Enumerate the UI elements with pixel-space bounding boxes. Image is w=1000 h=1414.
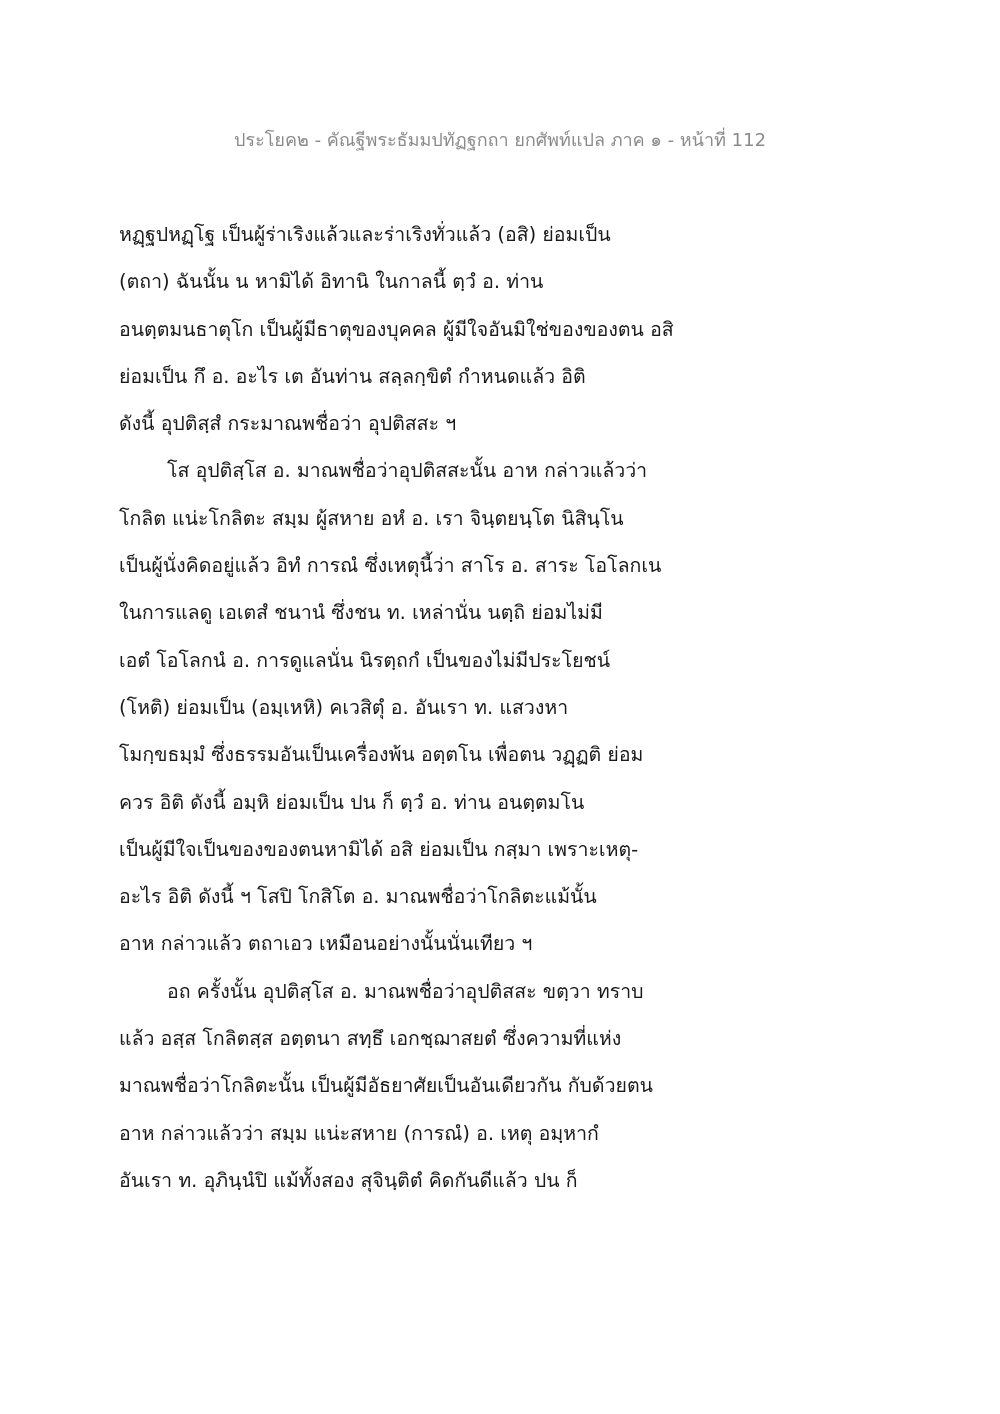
text-line: อาห กล่าวแล้วว่า สมฺม แน่ะสหาย (การณํ) อ. เหตุ อมฺหากํ — [119, 1121, 599, 1145]
text-line: (ตถา) ฉันนั้น น หามิได้ อิทานิ ในกาลนี้ ตฺวํ อ. ท่าน — [119, 270, 544, 294]
text-line: เป็นผู้นั่งคิดอยู่แล้ว อิทํ การณํ ซึ่งเหตุนี้ว่า สาโร อ. สาระ โอโลกเน — [119, 554, 662, 578]
page-body — [119, 211, 699, 1204]
text-line: ในการแลดู เอเตสํ ชนานํ ซึ่งชน ท. เหล่านั่น นตฺถิ ย่อมไม่มี — [119, 601, 603, 625]
text-line: (โหติ) ย่อมเป็น (อมฺเหหิ) คเวสิตุํ อ. อันเรา ท. แสวงหา — [119, 695, 569, 719]
text-line: อนตฺตมนธาตุโก เป็นผู้มีธาตุของบุคคล ผู้มีใจอันมิใช่ของของตน อสิ — [119, 317, 674, 341]
text-line: อะไร อิติ ดังนี้ ฯ โสปิ โกสิโต อ. มาณพชื่อว่าโกลิตะแม้นั้น — [119, 885, 597, 909]
page-header: ประโยค๒ - คัณฐีพระธัมมปทัฏฐกถา ยกศัพท์แปล ภาค ๑ - หน้าที่ 112 — [233, 130, 767, 151]
paragraph-start-line: โส อุปติสฺโส อ. มาณพชื่อว่าอุปติสสะนั้น อาห กล่าวแล้วว่า — [167, 459, 648, 483]
text-line: โกลิต แน่ะโกลิตะ สมฺม ผู้สหาย อหํ อ. เรา จินฺตยนฺโต นิสินฺโน — [119, 506, 624, 530]
text-line: ดังนี้ อุปติสฺสํ กระมาณพชื่อว่า อุปติสสะ ฯ — [119, 412, 457, 436]
text-line: ควร อิติ ดังนี้ อมฺหิ ย่อมเป็น ปน ก็ ตฺวํ อ. ท่าน อนตฺตมโน — [119, 790, 585, 814]
text-line: อันเรา ท. อุภินฺนํปิ แม้ทั้งสอง สุจินฺติตํ คิดกันดีแล้ว ปน ก็ — [119, 1168, 578, 1192]
text-line: อาห กล่าวแล้ว ตถาเอว เหมือนอย่างนั้นนั่นเทียว ฯ — [119, 932, 533, 956]
text-line: เอตํ โอโลกนํ อ. การดูแลนั่น นิรตฺถกํ เป็นของไม่มีประโยชน์ — [119, 648, 611, 672]
text-line: หฏฺฐปหฏฺโฐ เป็นผู้ร่าเริงแล้วและร่าเริงทั่วแล้ว (อสิ) ย่อมเป็น — [119, 223, 611, 246]
text-line: ย่อมเป็น กึ อ. อะไร เต อันท่าน สลฺลกฺขิตํ กำหนดแล้ว อิติ — [119, 364, 586, 388]
text-line: โมกฺขธมฺมํ ซึ่งธรรมอันเป็นเครื่องพ้น อตฺตโน เพื่อตน วฏฺฏติ ย่อม — [119, 743, 644, 767]
text-line: แล้ว อสฺส โกลิตสฺส อตฺตนา สทฺธึ เอกชฺฌาสยตํ ซึ่งความที่แห่ง — [119, 1027, 622, 1051]
text-line: มาณพชื่อว่าโกลิตะนั้น เป็นผู้มีอัธยาศัยเป็นอันเดียวกัน กับด้วยตน — [119, 1074, 653, 1098]
paragraph-start-line: อถ ครั้งนั้น อุปติสฺโส อ. มาณพชื่อว่าอุปติสสะ ขตฺวา ทราบ — [167, 979, 644, 1003]
text-line: เป็นผู้มีใจเป็นของของตนหามิได้ อสิ ย่อมเป็น กสฺมา เพราะเหตุ- — [119, 837, 639, 861]
